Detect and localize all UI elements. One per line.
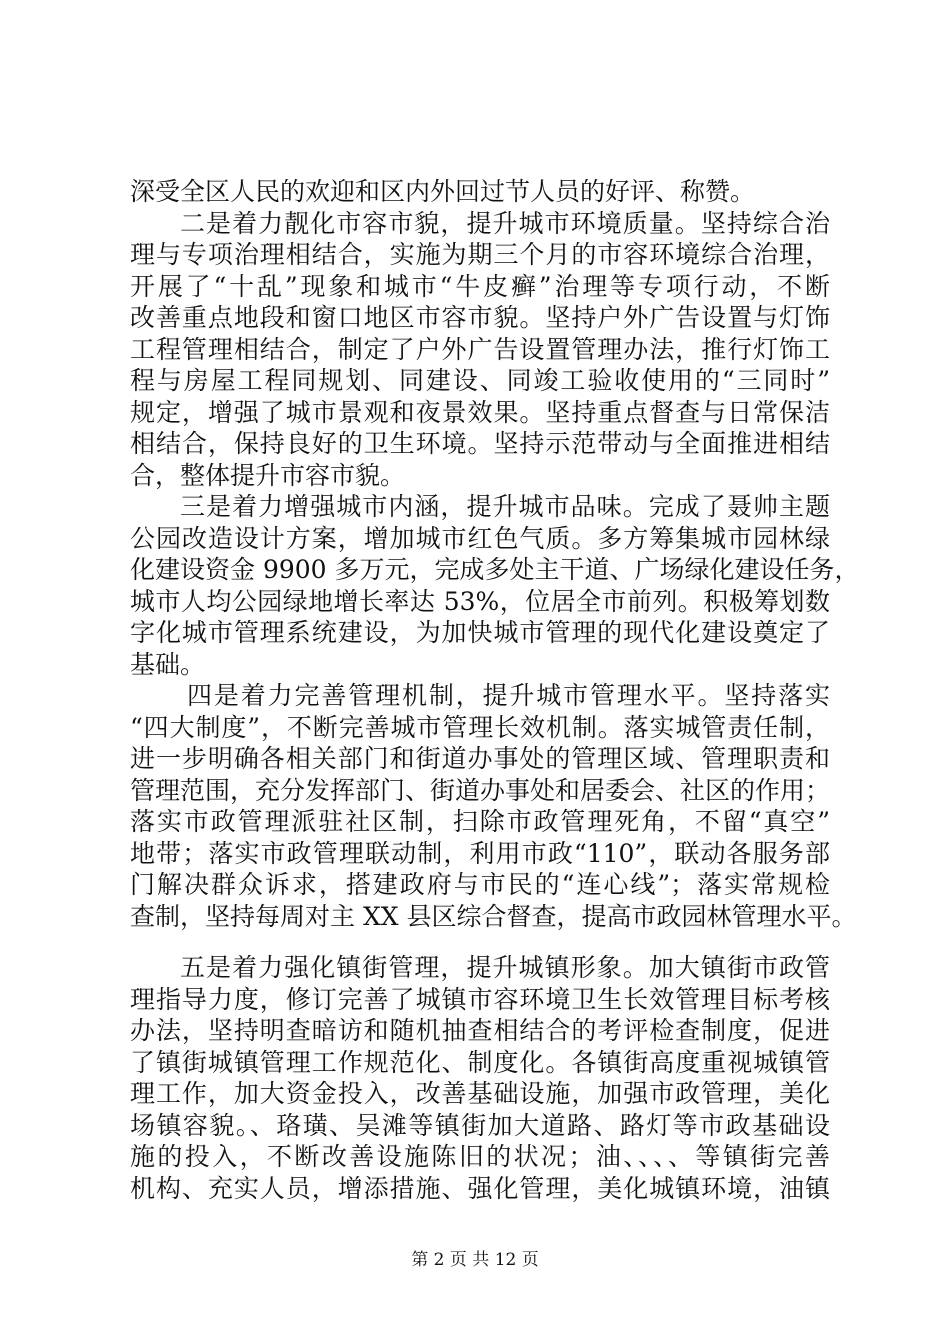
text-line: 进一步明确各相关部门和街道办事处的管理区域、管理职责和 — [130, 744, 830, 773]
text-line: 施的投入，不断改善设施陈旧的状况；油、、、、等镇街完善 — [130, 1142, 830, 1171]
text-line: 地带；落实市政管理联动制，利用市政“110”，联动各服务部 — [130, 838, 830, 868]
text-line: 化建设资金 9900 多万元，完成多处主干道、广场绿化建设任务， — [130, 555, 860, 584]
text-line: 公园改造设计方案，增加城市红色气质。多方筹集城市园林绿 — [130, 523, 830, 553]
text-line: 二是着力靓化市容市貌，提升城市环境质量。坚持综合治 — [180, 208, 830, 238]
text-line: 基础。 — [130, 649, 206, 679]
text-line: 场镇容貌。、珞璜、吴滩等镇街加大道路、路灯等市政基础设 — [130, 1110, 830, 1140]
text-line: 四是着力完善管理机制，提升城市管理水平。坚持落实 — [187, 681, 830, 710]
text-line: 查制，坚持每周对主 XX 县区综合督查，提高市政园林管理水平。 — [130, 901, 857, 931]
text-line: 相结合，保持良好的卫生环境。坚持示范带动与全面推进相结 — [130, 429, 830, 458]
document-body — [130, 176, 860, 1204]
text-line: 三是着力增强城市内涵，提升城市品味。完成了聂帅主题 — [180, 492, 830, 521]
text-line: 了镇街城镇管理工作规范化、制度化。各镇街高度重视城镇管 — [130, 1047, 830, 1077]
text-line: 工程管理相结合，制定了户外广告设置管理办法，推行灯饰工 — [130, 334, 830, 364]
text-line: 理指导力度，修订完善了城镇市容环境卫生长效管理目标考核 — [130, 984, 830, 1014]
text-line: 管理范围，充分发挥部门、街道办事处和居委会、社区的作用； — [130, 775, 831, 805]
text-line: 规定，增强了城市景观和夜景效果。坚持重点督查与日常保洁 — [130, 397, 830, 427]
text-line: 机构、充实人员，增添措施、强化管理，美化城镇环境，油镇 — [130, 1173, 830, 1203]
paragraph-gap — [130, 932, 830, 952]
text-line: 五是着力强化镇街管理，提升城镇形象。加大镇街市政管 — [180, 953, 830, 982]
text-line: 城市人均公园绿地增长率达 53%，位居全市前列。积极筹划数 — [130, 586, 830, 616]
page-footer: 第 2 页 共 12 页 — [411, 1250, 539, 1270]
text-line: 门解决群众诉求，搭建政府与市民的“连心线”；落实常规检 — [130, 870, 830, 899]
text-line: 落实市政管理派驻社区制，扫除市政管理死角，不留“真空” — [130, 807, 830, 836]
text-line: 改善重点地段和窗口地区市容市貌。坚持户外广告设置与灯饰 — [130, 303, 830, 332]
text-line: 深受全区人民的欢迎和区内外回过节人员的好评、称赞。 — [130, 177, 756, 206]
text-line: 理与专项治理相结合，实施为期三个月的市容环境综合治理， — [130, 240, 830, 269]
text-line: 理工作，加大资金投入，改善基础设施，加强市政管理，美化 — [130, 1079, 830, 1108]
text-line: 开展了“十乱”现象和城市“牛皮癣”治理等专项行动，不断 — [130, 271, 830, 301]
text-line: “四大制度”，不断完善城市管理长效机制。落实城管责任制， — [130, 712, 830, 742]
text-line: 字化城市管理系统建设，为加快城市管理的现代化建设奠定了 — [130, 618, 830, 647]
text-line: 程与房屋工程同规划、同建设、同竣工验收使用的“三同时” — [130, 366, 830, 395]
text-line: 办法，坚持明查暗访和随机抽查相结合的考评检查制度，促进 — [130, 1016, 830, 1045]
text-line: 合，整体提升市容市貌。 — [130, 460, 406, 490]
